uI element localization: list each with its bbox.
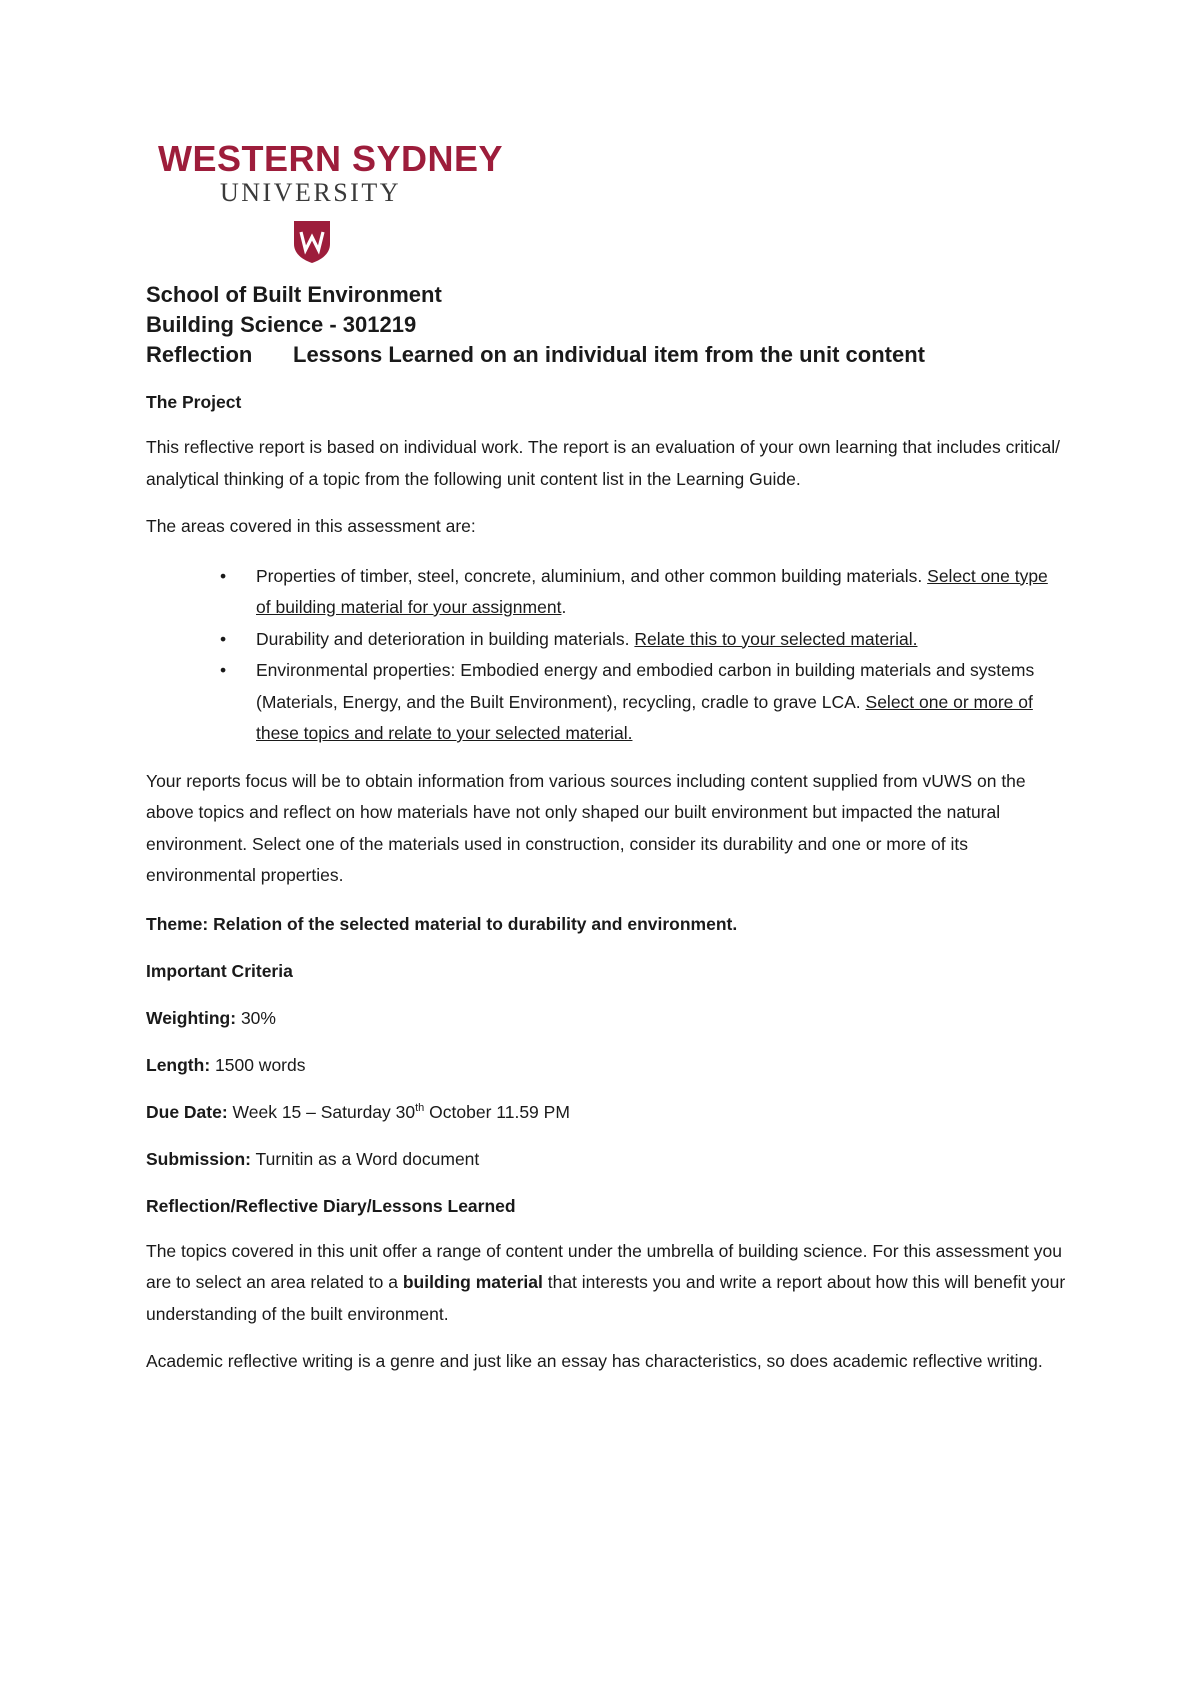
submission-value: Turnitin as a Word document — [251, 1148, 480, 1169]
list-item: • Durability and deterioration in building materials. Relate this to your selected material. — [146, 624, 1066, 656]
reflection-paragraph-2: Academic reflective writing is a genre and just like an essay has characteristics, so does academic reflective writing. — [146, 1351, 1043, 1371]
document-body — [146, 280, 1066, 1378]
length-row — [146, 1053, 1066, 1077]
theme-statement: Theme: Relation of the selected material to durability and environment. — [146, 913, 738, 934]
reflection-heading: Reflection/Reflective Diary/Lessons Learned — [146, 1195, 516, 1216]
course-heading: Building Science - 301219 — [146, 312, 417, 337]
underlined-instruction: Relate this to your selected material. — [634, 628, 918, 649]
due-date-label: Due Date: — [146, 1101, 228, 1122]
emphasis-building-material: building material — [402, 1272, 543, 1292]
length-value: 1500 words — [210, 1054, 306, 1075]
bullet-icon: • — [220, 565, 227, 586]
assignment-title-rest: Lessons Learned on an individual item from the unit content — [293, 342, 925, 367]
due-date-row: Due Date: Week 15 – Saturday 30th October 11.59 PM — [146, 1101, 570, 1122]
project-paragraph: This reflective report is based on individual work. The report is an evaluation of your own learning that includes critical/ analytical thinking of a topic from the following unit content list in the Learning Guide. — [146, 437, 1061, 489]
underlined-instruction: Select one type of building material for your assignment — [256, 565, 1048, 617]
submission-label: Submission: — [146, 1148, 252, 1169]
weighting-label: Weighting: — [146, 1007, 237, 1028]
submission-row — [146, 1147, 1066, 1171]
bullet-icon: • — [220, 660, 227, 680]
list-item: • Environmental properties: Embodied energy and embodied carbon in building materials and systems (Materials, Energy, and the Built Environment), recycling, cradle to grave LCA. Select one or more of these topics and relate to your selected material. — [146, 655, 1066, 750]
assignment-title — [146, 340, 1066, 370]
criteria-heading: Important Criteria — [146, 960, 293, 981]
list-item: • Properties of timber, steel, concrete, aluminium, and other common building materials. Select one type of building material for your assignment. — [146, 561, 1066, 624]
project-heading: The Project — [146, 392, 242, 412]
weighting-value: 30% — [236, 1007, 276, 1028]
focus-paragraph: Your reports focus will be to obtain information from various sources including content supplied from vUWS on the above topics and reflect on how materials have not only shaped our built environment but impacted the natural environment. Select one of the materials used in construction, consider its durability and one or more of its environmental properties. — [146, 770, 1026, 885]
underlined-instruction: Select one or more of these topics and relate to your selected material. — [256, 691, 1033, 743]
areas-intro: The areas covered in this assessment are: — [146, 516, 476, 536]
university-crest-icon — [293, 220, 331, 264]
weighting-row — [146, 1006, 1066, 1030]
bullet-icon: • — [220, 628, 227, 649]
logo-wordmark-western-sydney: WESTERN SYDNEY — [158, 138, 504, 179]
areas-list — [146, 561, 1066, 750]
reflection-paragraph-1: The topics covered in this unit offer a range of content under the umbrella of building science. For this assessment you are to select an area related to a building material that interests you and write a report about how this will benefit your understanding of the built environment. — [146, 1240, 1066, 1324]
school-heading: School of Built Environment — [146, 282, 442, 307]
length-label: Length: — [146, 1054, 211, 1075]
assignment-title-lead: Reflection — [146, 342, 253, 367]
university-logo — [158, 138, 504, 208]
logo-wordmark-university: UNIVERSITY — [220, 178, 401, 207]
